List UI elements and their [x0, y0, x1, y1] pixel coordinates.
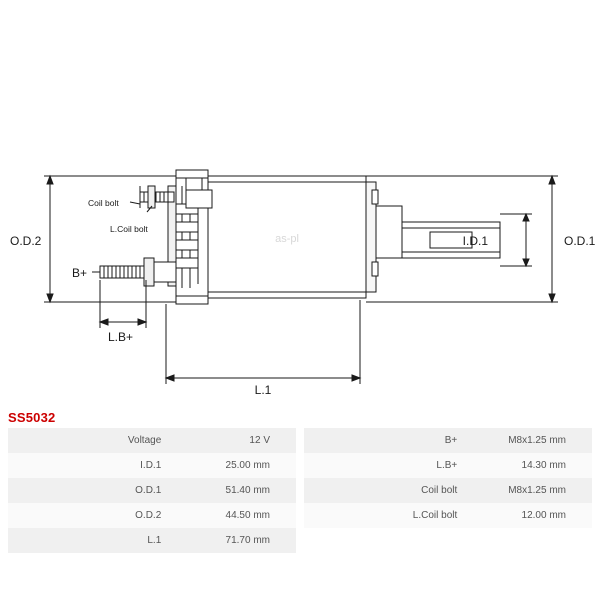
- dimension-label-id1: I.D.1: [462, 234, 488, 248]
- spec-label: L.B+: [304, 453, 465, 478]
- table-row: [304, 453, 592, 478]
- dimension-label-bplus: B+: [72, 266, 88, 280]
- spec-table-right: [304, 428, 592, 553]
- specifications: [8, 428, 592, 553]
- table-row: [8, 503, 296, 528]
- spec-label-empty: [304, 528, 465, 553]
- watermark-text: as-pl: [275, 233, 299, 245]
- spec-value: 51.40 mm: [169, 478, 296, 503]
- spec-value-empty: [465, 528, 592, 553]
- spec-value: 12.00 mm: [465, 503, 592, 528]
- dimension-label-od2: O.D.2: [10, 234, 42, 248]
- dimension-label-lbplus: L.B+: [108, 330, 134, 344]
- table-row: [304, 478, 592, 503]
- spec-value: 25.00 mm: [169, 453, 296, 478]
- dimension-label-l1: L.1: [254, 383, 272, 397]
- spec-value: 14.30 mm: [465, 453, 592, 478]
- spec-label: L.Coil bolt: [304, 503, 465, 528]
- spec-value: M8x1.25 mm: [465, 478, 592, 503]
- spec-label: B+: [304, 428, 465, 453]
- table-row-empty: [304, 528, 592, 553]
- spec-label: O.D.1: [8, 478, 169, 503]
- table-row: [304, 428, 592, 453]
- spec-label: Coil bolt: [304, 478, 465, 503]
- spec-table-left: [8, 428, 296, 553]
- spec-label: L.1: [8, 528, 169, 553]
- part-number: SS5032: [8, 410, 56, 425]
- spec-value: 71.70 mm: [169, 528, 296, 553]
- spec-label: Voltage: [8, 428, 169, 453]
- table-row: [8, 428, 296, 453]
- dimension-label-coil-bolt: Coil bolt: [88, 198, 119, 208]
- dimension-label-od1: O.D.1: [564, 234, 596, 248]
- table-row: [304, 503, 592, 528]
- spec-label: I.D.1: [8, 453, 169, 478]
- spec-value: 12 V: [169, 428, 296, 453]
- table-row: [8, 528, 296, 553]
- spec-label: O.D.2: [8, 503, 169, 528]
- spec-value: M8x1.25 mm: [465, 428, 592, 453]
- dimension-label-l-coil-bolt: L.Coil bolt: [110, 224, 148, 234]
- table-row: [8, 478, 296, 503]
- spec-value: 44.50 mm: [169, 503, 296, 528]
- table-row: [8, 453, 296, 478]
